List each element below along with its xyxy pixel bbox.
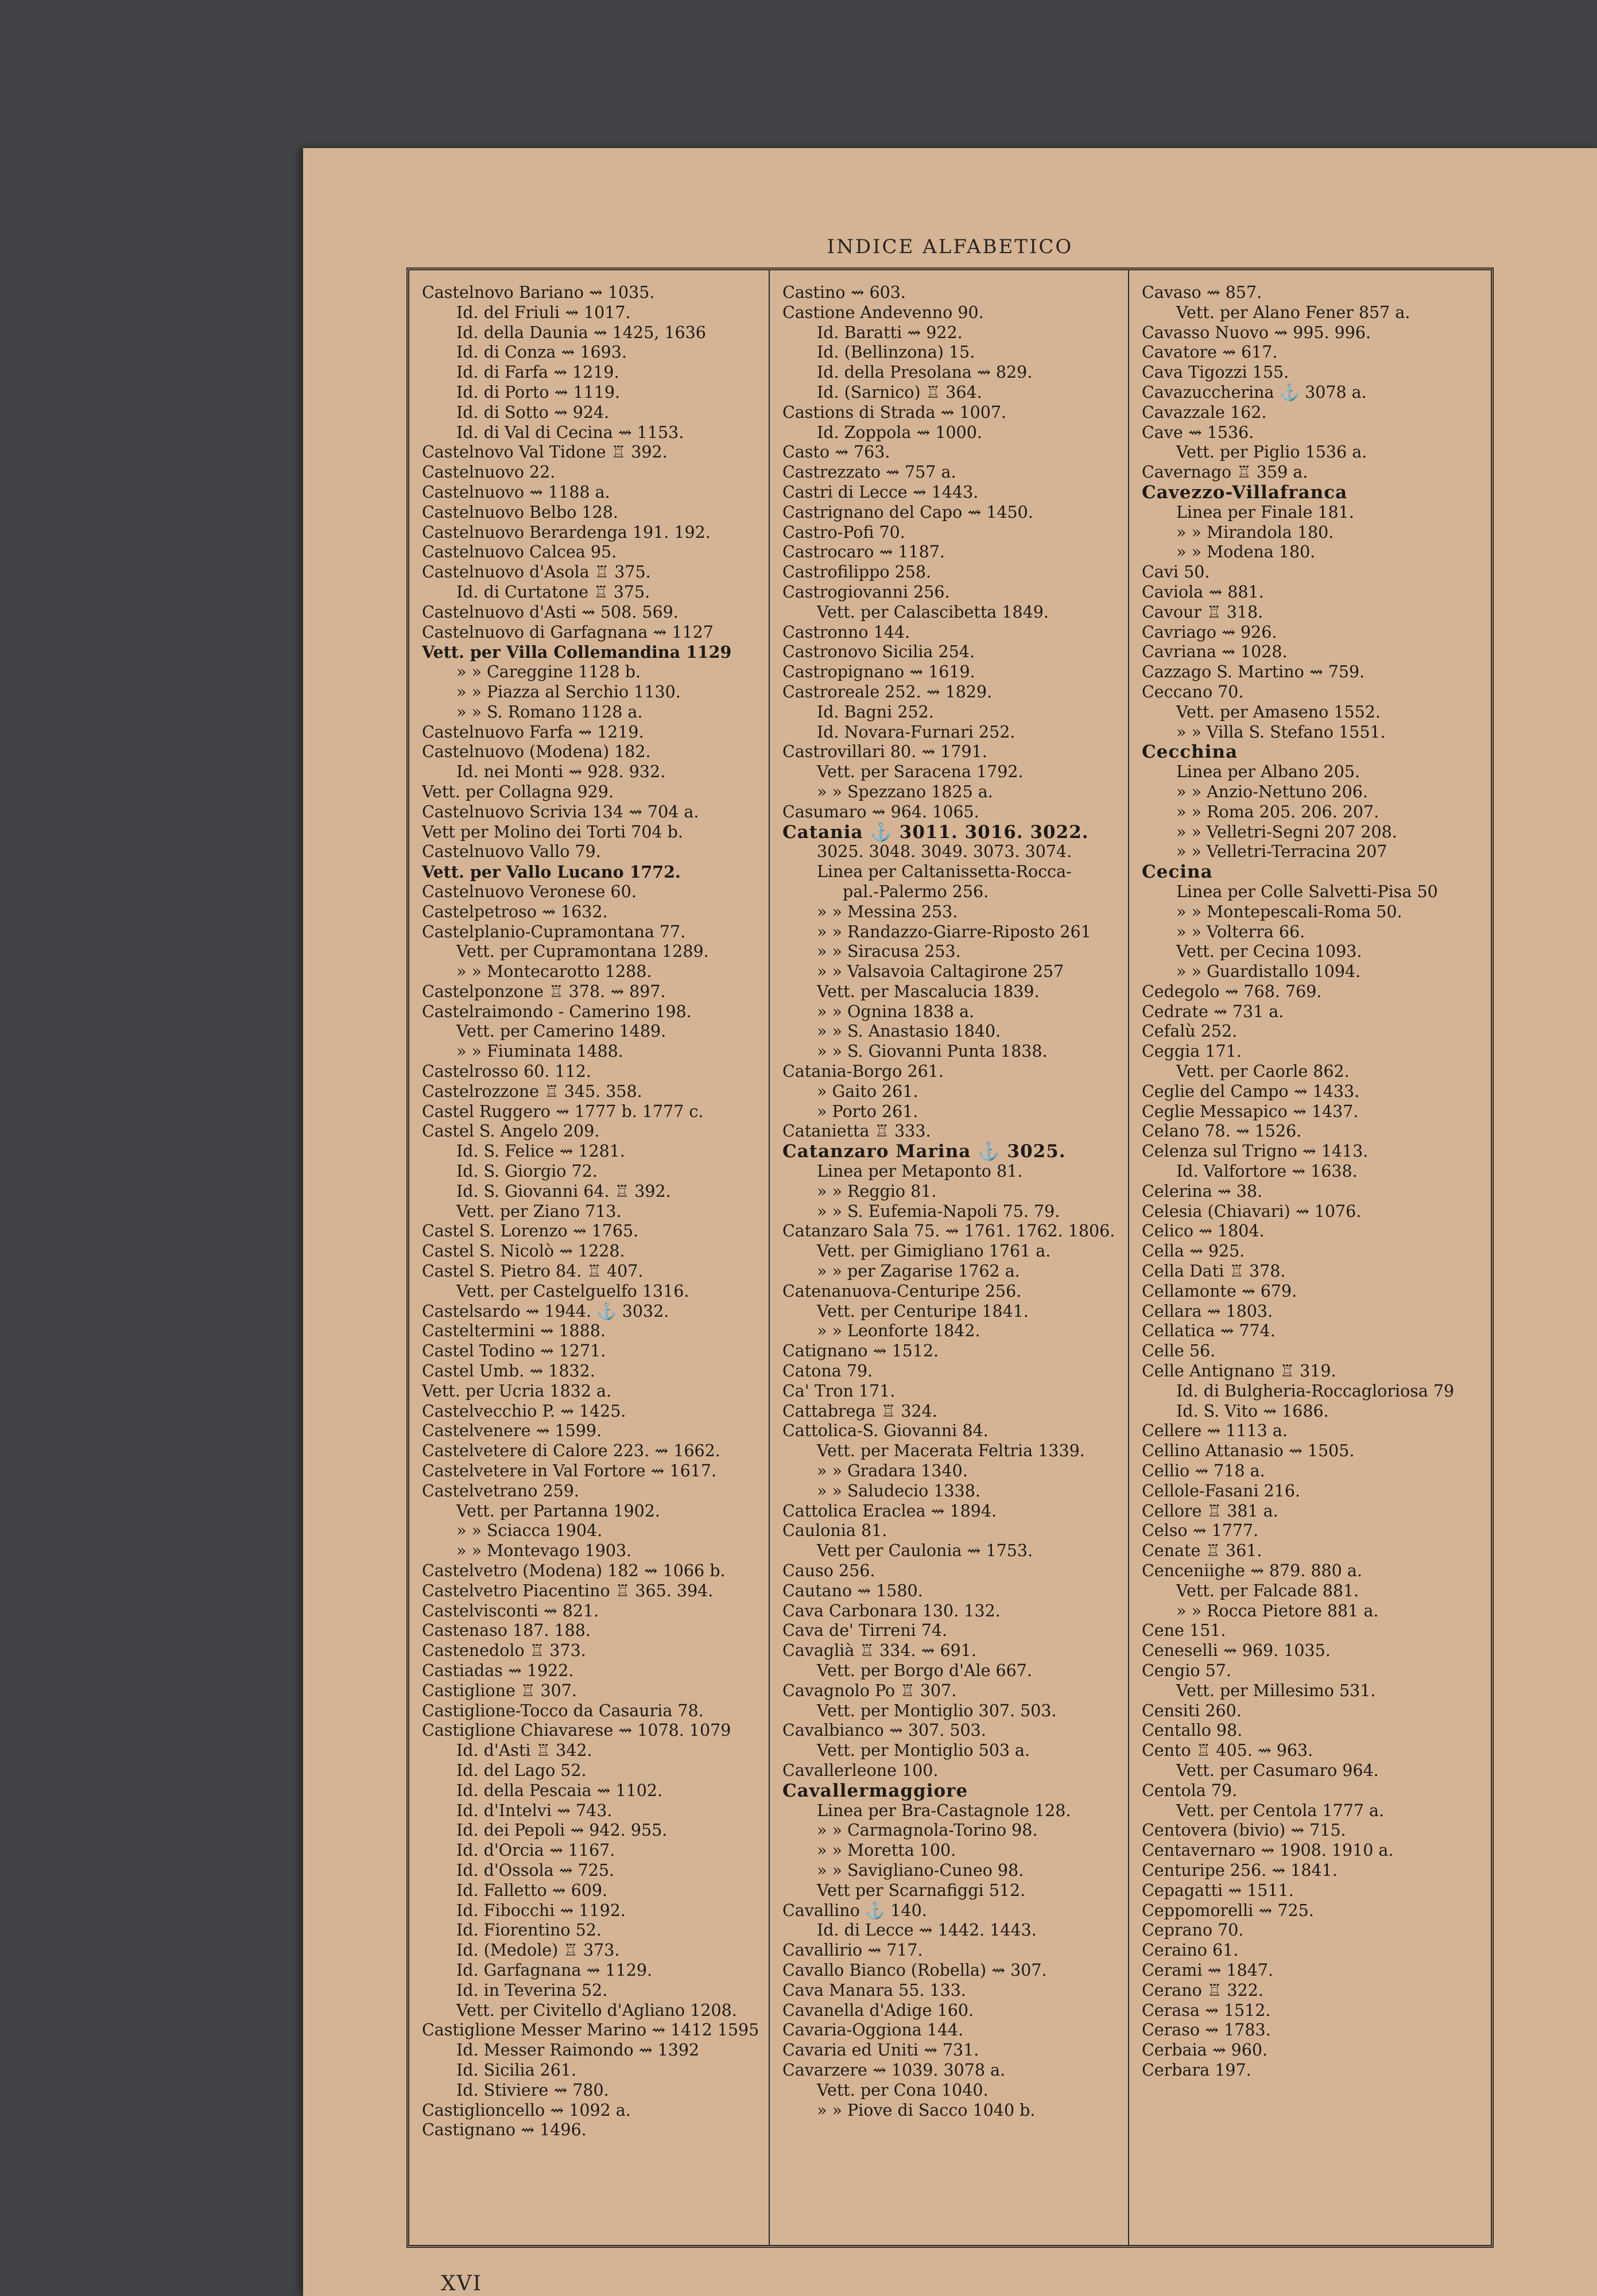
index-entry: Catanzaro Marina ⚓ 3025. <box>782 1141 1066 1162</box>
index-entry: » » Valsavoia Caltagirone 257 <box>817 962 1064 982</box>
index-entry: Cavasso Nuovo ⇝ 995. 996. <box>1142 323 1371 342</box>
index-entry: pal.-Palermo 256. <box>843 882 989 901</box>
index-entry: Centavernaro ⇝ 1908. 1910 a. <box>1142 1841 1394 1860</box>
index-entry: » » Fiuminata 1488. <box>456 1042 623 1061</box>
index-entry: » » Piove di Sacco 1040 b. <box>817 2100 1036 2120</box>
index-entry: Id. Zoppola ⇝ 1000. <box>817 422 982 442</box>
index-entry: Catanietta ♖ 333. <box>782 1122 931 1141</box>
index-entry: Vett. per Montiglio 307. 503. <box>817 1701 1057 1720</box>
index-entry: » » Savigliano-Cuneo 98. <box>817 1860 1024 1880</box>
index-entry: Cavriana ⇝ 1028. <box>1142 642 1288 662</box>
index-entry: Castel Ruggero ⇝ 1777 b. 1777 c. <box>422 1102 704 1121</box>
index-entry: » » Messina 253. <box>817 902 958 921</box>
index-entry: Ceglie Messapico ⇝ 1437. <box>1142 1102 1359 1121</box>
index-entry: Id. di Curtatone ♖ 375. <box>456 582 650 602</box>
index-entry: Vett. per Calascibetta 1849. <box>817 602 1049 622</box>
index-entry: Castelpetroso ⇝ 1632. <box>422 902 608 921</box>
index-entry: Cavaria-Oggiona 144. <box>782 2020 964 2040</box>
index-entry: Id. nei Monti ⇝ 928. 932. <box>456 762 666 782</box>
index-entry: Cautano ⇝ 1580. <box>782 1581 923 1600</box>
index-entry: Castrezzato ⇝ 757 a. <box>782 463 956 482</box>
index-entry: Ceggia 171. <box>1142 1042 1242 1061</box>
index-entry: Castelnuovo Farfa ⇝ 1219. <box>422 722 644 742</box>
index-entry: » » Leonforte 1842. <box>817 1321 980 1341</box>
index-entry: Vett. per Ziano 713. <box>456 1201 622 1221</box>
index-entry: Vett. per Gimigliano 1761 a. <box>817 1242 1051 1261</box>
index-entry: Celesia (Chiavari) ⇝ 1076. <box>1142 1201 1362 1221</box>
index-entry: Cattabrega ♖ 324. <box>782 1401 937 1421</box>
index-entry: » » Villa S. Stefano 1551. <box>1176 722 1386 742</box>
index-entry: Vett. per Macerata Feltria 1339. <box>817 1441 1085 1461</box>
index-entry: Cella Dati ♖ 378. <box>1142 1262 1286 1281</box>
index-entry: Catenanuova-Centuripe 256. <box>782 1281 1022 1301</box>
index-entry: Catona 79. <box>782 1362 873 1381</box>
index-entry: Id. S. Vito ⇝ 1686. <box>1176 1401 1329 1421</box>
index-entry: Cave ⇝ 1536. <box>1142 422 1254 442</box>
index-entry: Castelraimondo - Camerino 198. <box>422 1002 692 1021</box>
index-entry: Ceppomorelli ⇝ 725. <box>1142 1901 1314 1920</box>
index-entry: Castronovo Sicilia 254. <box>782 642 975 662</box>
index-entry: Id. dei Pepoli ⇝ 942. 955. <box>456 1821 668 1840</box>
index-entry: Castione Andevenno 90. <box>782 302 984 322</box>
index-entry: Id. (Bellinzona) 15. <box>817 343 975 362</box>
index-entry: Ceraino 61. <box>1142 1941 1239 1960</box>
index-entry: Cenceniighe ⇝ 879. 880 a. <box>1142 1561 1362 1580</box>
index-entry: Linea per Metaponto 81. <box>817 1162 1023 1181</box>
index-entry: Celerina ⇝ 38. <box>1142 1181 1263 1201</box>
index-entry: Castino ⇝ 603. <box>782 283 906 302</box>
index-entry: Id. S. Giorgio 72. <box>456 1162 598 1181</box>
index-entry: Castelnuovo di Garfagnana ⇝ 1127 <box>422 622 714 642</box>
index-entry: Cavour ♖ 318. <box>1142 602 1263 622</box>
index-entry: Catania-Borgo 261. <box>782 1062 944 1081</box>
index-entry: Catania ⚓ 3011. 3016. 3022. <box>782 821 1089 843</box>
index-entry: Id. di Conza ⇝ 1693. <box>456 343 627 362</box>
index-entry: Castelvecchio P. ⇝ 1425. <box>422 1401 626 1421</box>
index-entry: Causo 256. <box>782 1561 875 1580</box>
index-entry: Cerbara 197. <box>1142 2060 1251 2080</box>
index-entry: Vett per Scarnafiggi 512. <box>817 1880 1026 1900</box>
index-entry: Id. Garfagnana ⇝ 1129. <box>456 1960 653 1980</box>
index-entry: Id. di Farfa ⇝ 1219. <box>456 363 619 382</box>
index-entry: Cengio 57. <box>1142 1661 1231 1680</box>
index-entry: Vett per Molino dei Torti 704 b. <box>422 822 683 841</box>
index-entry: Id. Bagni 252. <box>817 702 934 722</box>
index-entry: Linea per Colle Salvetti-Pisa 50 <box>1176 882 1438 901</box>
page-number: XVI <box>441 2272 482 2295</box>
index-entry: » » Moretta 100. <box>817 1841 956 1860</box>
index-entry: Ceneselli ⇝ 969. 1035. <box>1142 1641 1331 1661</box>
index-entry: Cedrate ⇝ 731 a. <box>1142 1002 1284 1021</box>
index-entry: Celico ⇝ 1804. <box>1142 1221 1265 1241</box>
index-entry: Cavezzo-Villafranca <box>1142 482 1348 503</box>
index-entry: Catanzaro Sala 75. ⇝ 1761. 1762. 1806. <box>782 1221 1115 1241</box>
index-entry: » » S. Eufemia-Napoli 75. 79. <box>817 1201 1060 1221</box>
index-column-3 <box>1128 270 1491 2245</box>
index-entry: Castro-Pofi 70. <box>782 522 905 542</box>
index-entry: Cellamonte ⇝ 679. <box>1142 1281 1297 1301</box>
index-entry: Id. del Lago 52. <box>456 1760 587 1780</box>
index-entry: » » Roma 205. 206. 207. <box>1176 802 1379 821</box>
index-entry: Castiglione ♖ 307. <box>422 1681 577 1700</box>
index-entry: » » Anzio-Nettuno 206. <box>1176 782 1368 801</box>
index-entry: Id. S. Felice ⇝ 1281. <box>456 1142 625 1161</box>
index-entry: Cellatica ⇝ 774. <box>1142 1321 1276 1341</box>
index-entry: Id. di Lecce ⇝ 1442. 1443. <box>817 1921 1037 1940</box>
index-entry: Castri di Lecce ⇝ 1443. <box>782 482 979 502</box>
index-entry: Castiglioncello ⇝ 1092 a. <box>422 2100 631 2120</box>
index-entry: Caulonia 81. <box>782 1521 887 1541</box>
index-entry: Vett. per Caorle 862. <box>1176 1062 1350 1081</box>
index-entry: Castel S. Pietro 84. ♖ 407. <box>422 1262 644 1281</box>
index-entry: » » per Zagarise 1762 a. <box>817 1262 1020 1281</box>
index-entry: 3025. 3048. 3049. 3073. 3074. <box>817 842 1072 862</box>
index-entry: Celenza sul Trigno ⇝ 1413. <box>1142 1142 1369 1161</box>
index-entry: Castelvetere di Calore 223. ⇝ 1662. <box>422 1441 720 1461</box>
index-table-frame <box>406 267 1494 2248</box>
index-entry: Cavallo Bianco (Robella) ⇝ 307. <box>782 1960 1047 1980</box>
index-entry: Id. Valfortore ⇝ 1638. <box>1176 1162 1358 1181</box>
index-entry: Castiglione Messer Marino ⇝ 1412 1595 <box>422 2020 759 2040</box>
index-entry: » » Sciacca 1904. <box>456 1521 603 1541</box>
index-entry: Linea per Albano 205. <box>1176 762 1360 782</box>
index-entry: Catignano ⇝ 1512. <box>782 1341 939 1361</box>
index-entry: Castelvetere in Val Fortore ⇝ 1617. <box>422 1461 717 1481</box>
book-page <box>303 148 1597 2296</box>
index-entry: » » Rocca Pietore 881 a. <box>1176 1601 1379 1620</box>
index-entry: » » Piazza al Serchio 1130. <box>456 682 681 701</box>
index-entry: » » Careggine 1128 b. <box>456 662 641 682</box>
index-entry: Cerano ♖ 322. <box>1142 1980 1263 2000</box>
index-entry: Cavallermaggiore <box>782 1780 968 1801</box>
index-entry: Castelnuovo 22. <box>422 463 556 482</box>
index-entry: Celano 78. ⇝ 1526. <box>1142 1122 1302 1141</box>
index-entry: Castrogiovanni 256. <box>782 582 950 602</box>
index-entry: Centola 79. <box>1142 1781 1238 1800</box>
index-entry: » Gaito 261. <box>817 1081 918 1101</box>
index-entry: » » Carmagnola-Torino 98. <box>817 1821 1038 1840</box>
index-entry: Cellere ⇝ 1113 a. <box>1142 1421 1288 1441</box>
index-entry: Vett. per Camerino 1489. <box>456 1022 666 1041</box>
index-entry: Cefalù 252. <box>1142 1022 1238 1041</box>
index-entry: Castel Todino ⇝ 1271. <box>422 1341 606 1361</box>
index-entry: Vett. per Falcade 881. <box>1176 1581 1359 1600</box>
index-entry: Cava de' Tirreni 74. <box>782 1621 948 1640</box>
index-entry: Ceccano 70. <box>1142 682 1244 701</box>
index-entry: Castelnuovo Calcea 95. <box>422 542 617 562</box>
index-entry: Cavarzere ⇝ 1039. 3078 a. <box>782 2060 1006 2080</box>
index-entry: Vett. per Borgo d'Ale 667. <box>817 1661 1032 1680</box>
index-entry: Castelrosso 60. 112. <box>422 1062 591 1081</box>
index-entry: Cerbaia ⇝ 960. <box>1142 2041 1268 2060</box>
index-entry: Cerami ⇝ 1847. <box>1142 1960 1274 1980</box>
index-entry: Cerasa ⇝ 1512. <box>1142 2000 1271 2020</box>
index-entry: Id. della Pescaia ⇝ 1102. <box>456 1781 663 1800</box>
index-entry: Vett. per Collagna 929. <box>422 782 614 801</box>
index-entry: » » Montevago 1903. <box>456 1541 632 1561</box>
index-entry: Cava Carbonara 130. 132. <box>782 1601 1001 1620</box>
index-entry: Caviola ⇝ 881. <box>1142 582 1264 602</box>
index-entry: » » S. Anastasio 1840. <box>817 1022 1001 1041</box>
index-entry: Cavernago ♖ 359 a. <box>1142 463 1308 482</box>
index-entry: Castelplanio-Cupramontana 77. <box>422 922 686 941</box>
index-entry: Id. Novara-Furnari 252. <box>817 722 1015 742</box>
index-entry: Cavanella d'Adige 160. <box>782 2000 974 2020</box>
index-entry: Castelsardo ⇝ 1944. ⚓ 3032. <box>422 1301 669 1321</box>
index-entry: Cavalbianco ⇝ 307. 503. <box>782 1721 986 1740</box>
index-entry: Id. di Porto ⇝ 1119. <box>456 382 621 402</box>
index-entry: Castel S. Nicolò ⇝ 1228. <box>422 1242 625 1261</box>
index-entry: Cavatore ⇝ 617. <box>1142 343 1278 362</box>
index-entry: Castelrozzone ♖ 345. 358. <box>422 1081 642 1101</box>
index-entry: Vett. per Cona 1040. <box>817 2080 989 2100</box>
index-entry: Cavallirio ⇝ 717. <box>782 1941 923 1960</box>
index-entry: Castelnuovo Scrivia 134 ⇝ 704 a. <box>422 802 699 821</box>
index-column-2 <box>769 270 1128 2245</box>
index-entry: Cavaria ed Uniti ⇝ 731. <box>782 2041 979 2060</box>
index-entry: Cellore ♖ 381 a. <box>1142 1501 1278 1521</box>
index-entry: Castelnuovo Vallo 79. <box>422 842 601 862</box>
index-entry: » » Ognina 1838 a. <box>817 1002 975 1021</box>
index-entry: Castelnuovo ⇝ 1188 a. <box>422 482 610 502</box>
index-entry: Id. (Medole) ♖ 373. <box>456 1941 620 1960</box>
index-entry: » » Saludecio 1338. <box>817 1481 980 1500</box>
index-entry: Vett. per Ucria 1832 a. <box>422 1381 612 1401</box>
index-entry: Celle Antignano ♖ 319. <box>1142 1362 1336 1381</box>
index-entry: Cattolica-S. Giovanni 84. <box>782 1421 989 1441</box>
index-entry: Casto ⇝ 763. <box>782 443 890 462</box>
index-entry: Id. d'Orcia ⇝ 1167. <box>456 1841 615 1860</box>
index-entry: Id. S. Giovanni 64. ♖ 392. <box>456 1181 671 1201</box>
index-entry: Castiadas ⇝ 1922. <box>422 1661 574 1680</box>
index-entry: Id. Fiorentino 52. <box>456 1921 602 1940</box>
index-entry: Cattolica Eraclea ⇝ 1894. <box>782 1501 997 1521</box>
index-entry: Castignano ⇝ 1496. <box>422 2120 587 2140</box>
index-entry: Id. d'Intelvi ⇝ 743. <box>456 1801 613 1820</box>
index-entry: » » Montepescali-Roma 50. <box>1176 902 1402 921</box>
index-entry: Castelnovo Bariano ⇝ 1035. <box>422 283 655 302</box>
index-entry: » » Velletri-Terracina 207 <box>1176 842 1387 862</box>
index-entry: Linea per Finale 181. <box>1176 502 1354 522</box>
index-entry: » » S. Giovanni Punta 1838. <box>817 1042 1048 1061</box>
index-entry: » » Volterra 66. <box>1176 922 1305 941</box>
index-entry: Casteltermini ⇝ 1888. <box>422 1321 606 1341</box>
index-entry: Cavazzale 162. <box>1142 402 1267 422</box>
index-entry: Cellole-Fasani 216. <box>1142 1481 1301 1500</box>
index-entry: Ceglie del Campo ⇝ 1433. <box>1142 1081 1360 1101</box>
index-entry: Castelnuovo (Modena) 182. <box>422 742 651 762</box>
index-entry: Castrovillari 80. ⇝ 1791. <box>782 742 987 762</box>
index-entry: Vett. per Casumaro 964. <box>1176 1760 1379 1780</box>
index-entry: Ceraso ⇝ 1783. <box>1142 2020 1271 2040</box>
index-entry: Castelnuovo d'Asola ♖ 375. <box>422 563 651 582</box>
index-entry: » Porto 261. <box>817 1102 918 1121</box>
index-entry: Cavallino ⚓ 140. <box>782 1901 927 1920</box>
index-entry: Vett. per Piglio 1536 a. <box>1176 443 1367 462</box>
index-entry: Id. Falletto ⇝ 609. <box>456 1880 608 1900</box>
index-entry: Castenaso 187. 188. <box>422 1621 591 1640</box>
index-entry: Castelnuovo Veronese 60. <box>422 882 637 901</box>
index-entry: » » Modena 180. <box>1176 542 1316 562</box>
index-entry: Id. Baratti ⇝ 922. <box>817 323 963 342</box>
index-entry: Castiglione Chiavarese ⇝ 1078. 1079 <box>422 1721 731 1740</box>
index-entry: Cepagatti ⇝ 1511. <box>1142 1880 1294 1900</box>
index-entry: Id. della Daunia ⇝ 1425, 1636 <box>456 323 706 342</box>
index-entry: Vett. per Vallo Lucano 1772. <box>422 862 681 882</box>
index-entry: Vett. per Millesimo 531. <box>1176 1681 1376 1700</box>
index-entry: » » Guardistallo 1094. <box>1176 962 1361 982</box>
index-entry: Vett. per Civitello d'Agliano 1208. <box>456 2000 737 2020</box>
index-entry: Id. di Bulgheria-Roccagloriosa 79 <box>1176 1381 1455 1401</box>
index-entry: Celle 56. <box>1142 1341 1216 1361</box>
index-entry: Castel S. Angelo 209. <box>422 1122 600 1141</box>
index-entry: Castropignano ⇝ 1619. <box>782 662 975 682</box>
index-entry: Castronno 144. <box>782 622 910 642</box>
index-entry: Cazzago S. Martino ⇝ 759. <box>1142 662 1365 682</box>
index-entry: Vett. per Cecina 1093. <box>1176 942 1362 961</box>
index-entry: Celso ⇝ 1777. <box>1142 1521 1259 1541</box>
index-entry: Castions di Strada ⇝ 1007. <box>782 402 1007 422</box>
index-entry: Castelnuovo Berardenga 191. 192. <box>422 522 711 542</box>
index-entry: Cavaso ⇝ 857. <box>1142 283 1262 302</box>
index-entry: Castenedolo ♖ 373. <box>422 1641 586 1661</box>
index-entry: Id. d'Ossola ⇝ 725. <box>456 1860 615 1880</box>
index-entry: Centuripe 256. ⇝ 1841. <box>1142 1860 1338 1880</box>
index-entry: Castiglione-Tocco da Casauria 78. <box>422 1701 704 1720</box>
index-entry: Castroreale 252. ⇝ 1829. <box>782 682 993 701</box>
index-entry: Cavagnolo Po ♖ 307. <box>782 1681 957 1700</box>
index-entry: Id. Stiviere ⇝ 780. <box>456 2080 609 2100</box>
index-entry: Cene 151. <box>1142 1621 1226 1640</box>
index-entry: Cellara ⇝ 1803. <box>1142 1301 1273 1321</box>
index-entry: Id. del Friuli ⇝ 1017. <box>456 302 631 322</box>
index-entry: Vett per Caulonia ⇝ 1753. <box>817 1541 1033 1561</box>
index-entry: » » Spezzano 1825 a. <box>817 782 993 801</box>
index-entry: Castelvisconti ⇝ 821. <box>422 1601 599 1620</box>
index-entry: Cella ⇝ 925. <box>1142 1242 1245 1261</box>
index-entry: Vett. per Villa Collemandina 1129 <box>422 642 732 662</box>
index-column-1 <box>409 270 769 2245</box>
index-entry: Vett. per Castelguelfo 1316. <box>456 1281 689 1301</box>
index-entry: Cellino Attanasio ⇝ 1505. <box>1142 1441 1355 1461</box>
index-entry: Vett. per Cupramontana 1289. <box>456 942 709 961</box>
index-entry: Id. di Sotto ⇝ 924. <box>456 402 610 422</box>
index-entry: » » Siracusa 253. <box>817 942 961 961</box>
index-entry: » » S. Romano 1128 a. <box>456 702 643 722</box>
index-entry: Castrocaro ⇝ 1187. <box>782 542 945 562</box>
index-entry: Castelponzone ♖ 378. ⇝ 897. <box>422 982 666 1001</box>
index-entry: Castrofilippo 258. <box>782 563 932 582</box>
index-entry: Cava Manara 55. 133. <box>782 1980 966 2000</box>
index-entry: Castrignano del Capo ⇝ 1450. <box>782 502 1033 522</box>
index-entry: Castel Umb. ⇝ 1832. <box>422 1362 595 1381</box>
index-entry: Id. della Presolana ⇝ 829. <box>817 363 1033 382</box>
index-entry: Cento ♖ 405. ⇝ 963. <box>1142 1741 1313 1760</box>
index-entry: Id. d'Asti ♖ 342. <box>456 1741 592 1760</box>
index-entry: » » Mirandola 180. <box>1176 522 1334 542</box>
index-entry: Cavriago ⇝ 926. <box>1142 622 1277 642</box>
index-entry: Vett. per Partanna 1902. <box>456 1501 660 1521</box>
index-entry: » » Reggio 81. <box>817 1181 937 1201</box>
index-entry: Id. Sicilia 261. <box>456 2060 577 2080</box>
index-entry: Centovera (bivio) ⇝ 715. <box>1142 1821 1346 1840</box>
index-entry: Castelvetrano 259. <box>422 1481 579 1500</box>
index-entry: Casumaro ⇝ 964. 1065. <box>782 802 979 821</box>
index-entry: Id. Messer Raimondo ⇝ 1392 <box>456 2041 700 2060</box>
index-entry: Cavaglià ♖ 334. ⇝ 691. <box>782 1641 976 1661</box>
index-entry: Vett. per Centuripe 1841. <box>817 1301 1029 1321</box>
index-entry: Castelnuovo d'Asti ⇝ 508. 569. <box>422 602 679 622</box>
index-entry: Castel S. Lorenzo ⇝ 1765. <box>422 1221 639 1241</box>
index-entry: Cecina <box>1142 862 1213 883</box>
index-entry: Castelvenere ⇝ 1599. <box>422 1421 602 1441</box>
index-entry: Vett. per Montiglio 503 a. <box>817 1741 1030 1760</box>
page-header: INDICE ALFABETICO <box>827 235 1073 258</box>
index-entry: Castelnuovo Belbo 128. <box>422 502 618 522</box>
index-entry: Cedegolo ⇝ 768. 769. <box>1142 982 1322 1001</box>
index-entry: Vett. per Mascalucia 1839. <box>817 982 1040 1001</box>
index-entry: Castelvetro Piacentino ♖ 365. 394. <box>422 1581 714 1600</box>
index-entry: Id. di Val di Cecina ⇝ 1153. <box>456 422 684 442</box>
index-entry: Ca' Tron 171. <box>782 1381 896 1401</box>
index-entry: » » Velletri-Segni 207 208. <box>1176 822 1397 841</box>
index-entry: Castelnovo Val Tidone ♖ 392. <box>422 443 668 462</box>
index-entry: Censiti 260. <box>1142 1701 1242 1720</box>
index-entry: Cavallerleone 100. <box>782 1760 939 1780</box>
index-entry: Vett. per Amaseno 1552. <box>1176 702 1381 722</box>
index-entry: Cavi 50. <box>1142 563 1210 582</box>
index-entry: » » Montecarotto 1288. <box>456 962 652 982</box>
index-entry: » » Randazzo-Giarre-Riposto 261 <box>817 922 1091 941</box>
index-entry: » » Gradara 1340. <box>817 1461 968 1481</box>
index-entry: Cava Tigozzi 155. <box>1142 363 1289 382</box>
index-entry: Vett. per Alano Fener 857 a. <box>1176 302 1410 322</box>
index-entry: Centallo 98. <box>1142 1721 1243 1740</box>
index-entry: Vett. per Centola 1777 a. <box>1176 1801 1385 1820</box>
index-entry: Castelvetro (Modena) 182 ⇝ 1066 b. <box>422 1561 726 1580</box>
index-entry: Vett. per Saracena 1792. <box>817 762 1024 782</box>
index-entry: Cellio ⇝ 718 a. <box>1142 1461 1265 1481</box>
index-entry: Cavazuccherina ⚓ 3078 a. <box>1142 382 1367 402</box>
index-entry: Id. in Teverina 52. <box>456 1980 608 2000</box>
index-entry: Linea per Caltanissetta-Rocca- <box>817 862 1072 882</box>
index-entry: Cenate ♖ 361. <box>1142 1541 1262 1561</box>
index-entry: Linea per Bra-Castagnole 128. <box>817 1801 1071 1820</box>
index-entry: Ceprano 70. <box>1142 1921 1244 1940</box>
index-entry: Id. Fibocchi ⇝ 1192. <box>456 1901 626 1920</box>
index-entry: Id. (Sarnico) ♖ 364. <box>817 382 982 402</box>
index-entry: Cecchina <box>1142 742 1238 763</box>
